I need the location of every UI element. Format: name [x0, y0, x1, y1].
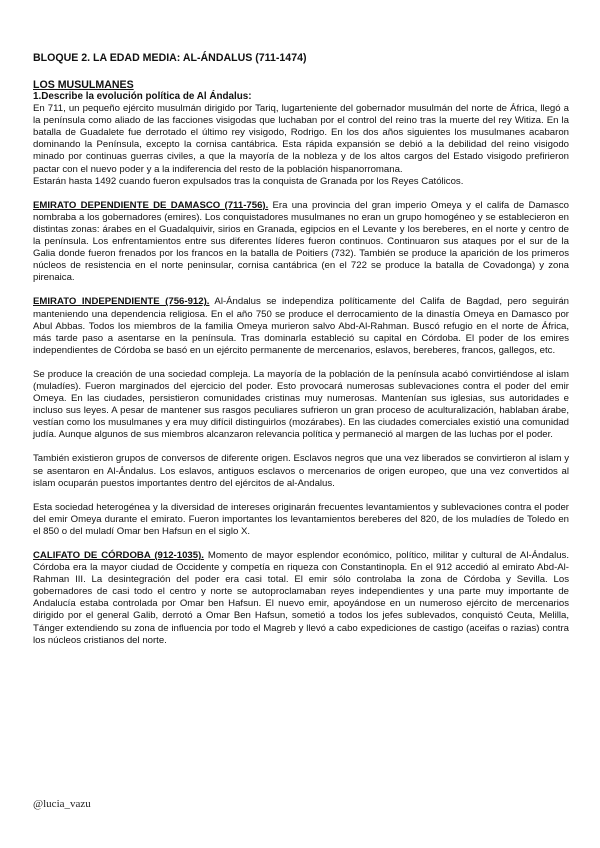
emirato-independiente-paragraph	[33, 296, 569, 356]
califato-paragraph	[33, 550, 569, 647]
question-heading: 1.Describe la evolución política de Al Ándalus:	[33, 91, 252, 103]
emirato-dependiente-text: Era una provincia del gran imperio Omeya y el califa de Damasco nombraba a los gobernadores (emires). Los conquistadores musulmanes no eran un grupo homogéneo y se establecieron en distintas zonas: árabes en el Guadalquivir, sirios en Granada, egipcios en el Levante y los bereberes, en el norte y centro de la península. Los enfrentamientos entre sus diferentes líderes fueron continuos. Continuaron sus ataques por el sur de la Galia donde fueron frenados por los francos en la batalla de Poitiers (732). También se produce la aparición de los primeros núcleos de resistencia en el norte peninsular, cornisa cantábrica (en el 722 se produce la batalla de Covadonga) y zona pirenaica.	[33, 199, 569, 284]
intro-end-paragraph: Estarán hasta 1492 cuando fueron expulsados tras la conquista de Granada por los Reyes Católicos.	[33, 175, 464, 187]
sociedad-paragraph: Se produce la creación de una sociedad compleja. La mayoría de la población de la península acabó convirtiéndose al islam (muladíes). Fueron marginados del ejercicio del poder. Esto provocará numerosas sublevaciones contra el poder del emir Omeya. En las ciudades, persistieron comunidades cristinas muy numerosas. Mantenían sus iglesias, sus autoridades e incluso sus leyes. A pesar de mantener sus rasgos peculiares sufrieron un gran proceso de aculturalización, hablaban árabe, vestían como los musulmanes y era muy difícil distinguirlos (mozárabes). En las ciudades comerciales existió una comunidad judía. Aunque algunos de sus miembros alcanzaron relevancia política y permaneció al margen de las luchas por el poder.	[33, 368, 569, 441]
document-title: BLOQUE 2. LA EDAD MEDIA: AL-ÁNDALUS (711-1474)	[33, 52, 307, 64]
author-watermark: @lucia_vazu	[33, 798, 91, 810]
heterogenea-paragraph: Esta sociedad heterogénea y la diversidad de intereses originarán frecuentes levantamientos y sublevaciones contra el poder del emir Omeya durante el emirato. Fueron importantes los levantamientos bereberes del 820, de los muladíes de Toledo en el 850 o del muladí Omar ben Hafsun en el siglo X.	[33, 501, 569, 537]
emirato-dependiente-heading: EMIRATO DEPENDIENTE DE DAMASCO (711-756).	[33, 199, 269, 211]
conversos-paragraph: También existieron grupos de conversos de diferente origen. Esclavos negros que una vez liberados se convirtieron al islam y se asentaron en Al-Ándalus. Los eslavos, antiguos esclavos o mercenarios de origen europeo, que una vez convertidos al islam ocuparán puestos importantes dentro del ejércitos de al-Andalus.	[33, 453, 569, 489]
califato-text: Momento de mayor esplendor económico, político, militar y cultural de Al-Ándalus. Córdoba era la mayor ciudad de Occidente y competía en riqueza con Constantinopla. En el 912 accedió al emirato Abd-Al-Rahman III. La desintegración del poder era casi total. El emir sólo controlaba la zona de Córdoba y Sevilla. Los gobernadores de casi todo el centro y norte se autoproclamaban reyes independientes y una parte muy importante de Andalucía estaba controlada por Omar ben Hafsun. El nuevo emir, apoyándose en un numeroso ejército de mercenarios dirigido por el general Galib, derrotó a Omar Ben Hafsun, sometió a todos los jefes sublevados, conquistó Ceuta, Melilla, Tánger extendiendo su zona de influencia por todo el Magreb y llevó a cabo expediciones de castigo (aceifas o razias) contra los núcleos cristianos del norte.	[33, 550, 569, 646]
section-heading: LOS MUSULMANES	[33, 79, 134, 92]
emirato-dependiente-paragraph	[33, 200, 569, 285]
emirato-independiente-text: Al-Ándalus se independiza políticamente del Califa de Bagdad, pero seguirán manteniendo una dependencia religiosa. En el año 750 se produce el derrocamiento de la dinastía Omeya en Damasco por Abul Abbas. Todos los miembros de la familia Omeya murieron salvo Abd-Al-Rahman. Buscó refugio en el norte de África, más tarde paso a asentarse en la península. Tras dominarla estableció su capital en Córdoba. El poder de los emires independientes de Córdoba se basó en un ejército permanente de mercenarios, eslavos, bereberes, francos, gallegos, etc.	[33, 296, 569, 356]
emirato-independiente-heading: EMIRATO INDEPENDIENTE (756-912).	[33, 296, 210, 308]
califato-heading: CALIFATO DE CÓRDOBA (912-1035).	[33, 550, 204, 561]
intro-paragraph: En 711, un pequeño ejército musulmán dirigido por Tariq, lugarteniente del gobernador musulmán del norte de África, llegó a la península como aliado de las facciones visigodas que luchaban por el control del reino tras la muerte del rey Witiza. En la batalla de Guadalete fue derrotado el último rey visigodo, Rodrigo. En los dos años siguientes los musulmanes acabaron dominando la Península, excepto la cornisa cantábrica. Esta rápida expansión se debió a la debilidad del reino visigodo minado por continuas guerras civiles, a que la mayoría de la nobleza y de los altos cargos del Estado visigodo prefirieron pactar con el nuevo poder y a la indiferencia del resto de la población hispanorromana.	[33, 103, 569, 175]
document-page	[33, 52, 569, 659]
